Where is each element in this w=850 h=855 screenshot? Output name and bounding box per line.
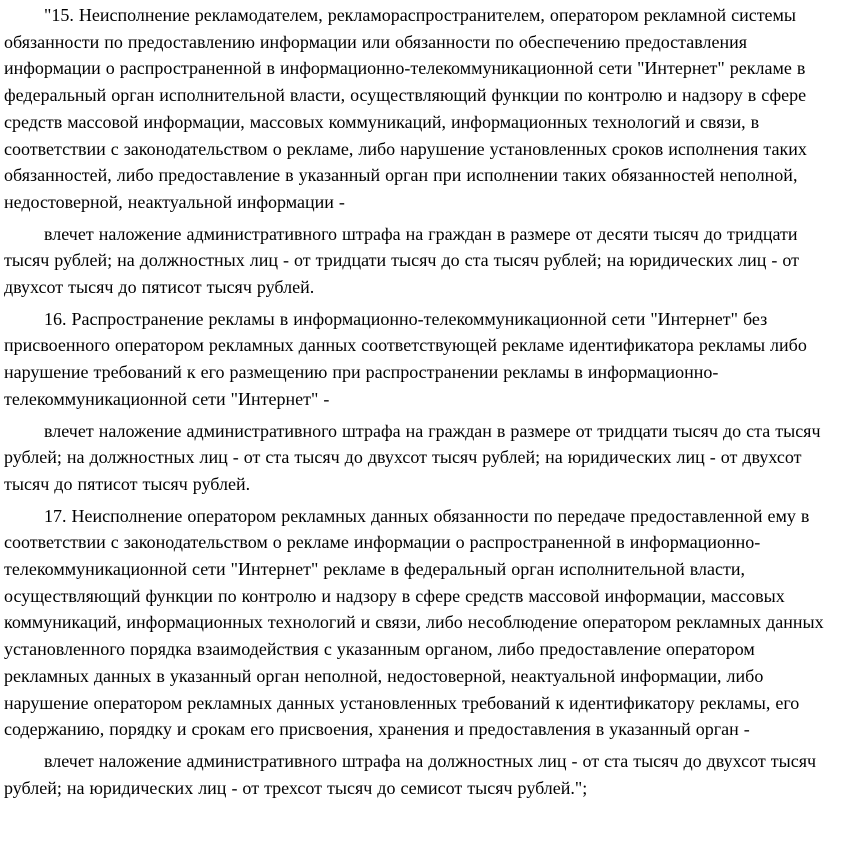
- clause-15-sanction: влечет наложение административного штрафа на граждан в размере от десяти тысяч до тридцати тысяч рублей; на должностных лиц - от тридцати тысяч до ста тысяч рублей; на юридических лиц - от двухсот тысяч до пятисот тысяч рублей.: [4, 223, 799, 298]
- clause-16-body: 16. Распространение рекламы в информационно-телекоммуникационной сети "Интернет" без присвоенного оператором рекламных данных соответствующей рекламе идентификатора рекламы либо нарушение требований к его размещению при распространении рекламы в информационно-телекоммуникационной сети "Интернет" -: [4, 308, 807, 409]
- clause-17-sanction: влечет наложение административного штрафа на должностных лиц - от ста тысяч до двухсот тысяч рублей; на юридических лиц - от трехсот тысяч до семисот тысяч рублей.";: [4, 750, 817, 798]
- clause-17-body: 17. Неисполнение оператором рекламных данных обязанности по передаче предоставленной ему в соответствии с законодательством о рекламе информации о распространенной в информационно-телекоммуникационной сети "Интернет" рекламе в федеральный орган исполнительной власти, осуществляющий функции по контролю и надзору в сфере средств массовой информации, массовых коммуникаций, информационных технологий и связи, либо несоблюдение оператором рекламных данных установленного порядка взаимодействия с указанным органом, либо предоставление оператором рекламных данных в указанный орган неполной, недостоверной, неактуальной информации, либо нарушение оператором рекламных данных установленных требований к идентификатору рекламы, его содержанию, порядку и срокам его присвоения, хранения и предоставления в указанный орган -: [4, 505, 824, 740]
- clause-16-sanction: влечет наложение административного штрафа на граждан в размере от тридцати тысяч до ста тысяч рублей; на должностных лиц - от ста тысяч до двухсот тысяч рублей; на юридических лиц - от двухсот тысяч до пятисот тысяч рублей.: [4, 420, 821, 494]
- clause-15-body: "15. Неисполнение рекламодателем, рекламораспространителем, оператором рекламной системы обязанности по предоставлению информации или обязанности по обеспечению предоставления информации о распространенной в информационно-телекоммуникационной сети "Интернет" рекламе в федеральный орган исполнительной власти, осуществляющий функции по контролю и надзору в сфере средств массовой информации, массовых коммуникаций, информационных технологий и связи, в соответствии с законодательством о рекламе, либо нарушение установленных сроков исполнения таких обязанностей, либо предоставление в указанный орган при исполнении таких обязанностей неполной, недостоверной, неактуальной информации -: [4, 5, 807, 212]
